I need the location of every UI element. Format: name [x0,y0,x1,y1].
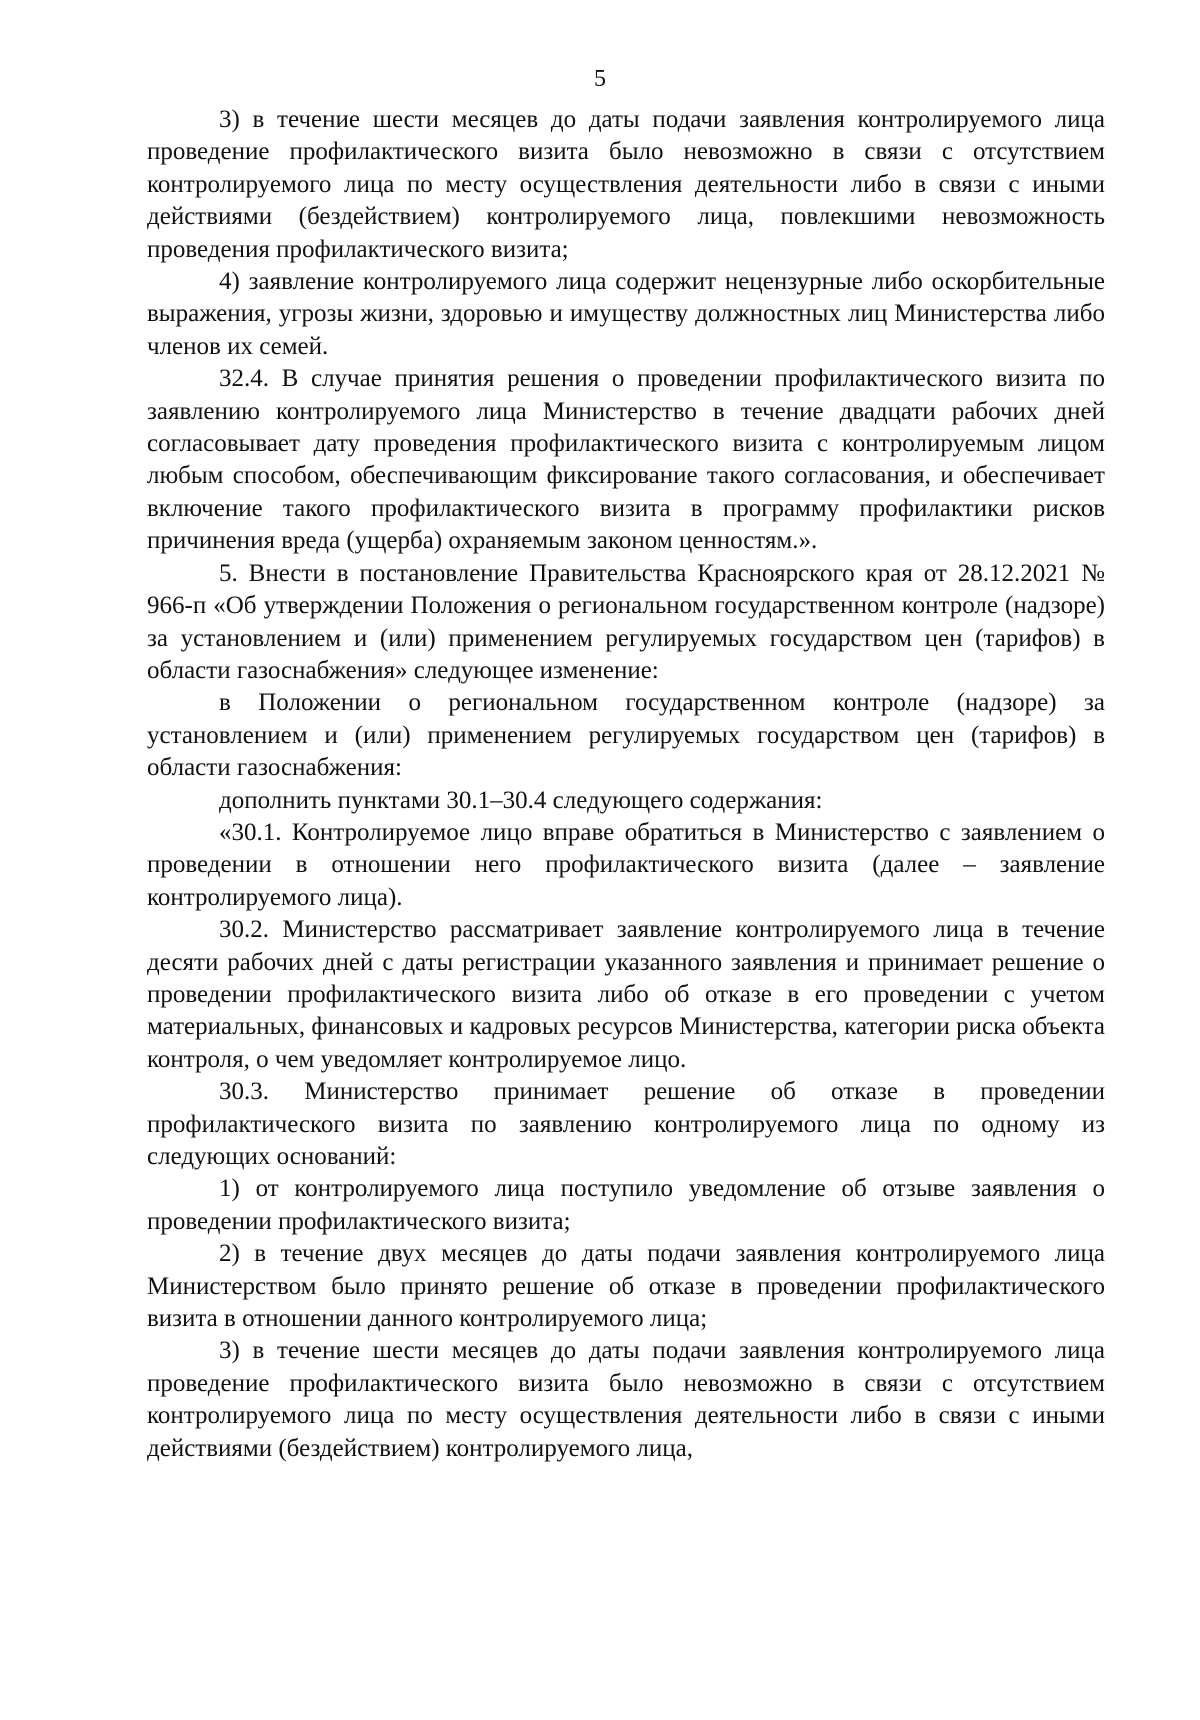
paragraph-section-5: 5. Внести в постановление Правительства Красноярского края от 28.12.2021 № 966-п «Об утверждении Положения о региональном государственном контроле (надзоре) за установлением и (или) применением регулируемых государством цен (тарифов) в области газоснабжения» следующее изменение: [147,559,1105,684]
document-body [147,104,1105,1465]
paragraph-add-points: дополнить пунктами 30.1–30.4 следующего содержания: [219,786,823,814]
page-number: 5 [594,66,606,92]
paragraph-item-4: 4) заявление контролируемого лица содержит нецензурные либо оскорбительные выражения, угрозы жизни, здоровью и имуществу должностных лиц Министерства либо членов их семей. [147,268,1105,360]
paragraph-30-3-item-1: 1) от контролируемого лица поступило уведомление об отзыве заявления о проведении профилактического визита; [147,1175,1105,1235]
paragraph-30-3-item-2: 2) в течение двух месяцев до даты подачи заявления контролируемого лица Министерством было принято решение об отказе в проведении профилактического визита в отношении данного контролируемого лица; [147,1240,1105,1333]
paragraph-30-3: 30.3. Министерство принимает решение об отказе в проведении профилактического визита по заявлению контролируемого лица по одному из следующих оснований: [147,1078,1105,1170]
paragraph-32-4: 32.4. В случае принятия решения о проведении профилактического визита по заявлению контролируемого лица Министерство в течение двадцати рабочих дней согласовывает дату проведения профилактического визита с контролируемым лицом любым способом, обеспечивающим фиксирование такого согласования, и обеспечивает включение такого профилактического визита в программу профилактики рисков причинения вреда (ущерба) охраняемым законом ценностям.». [147,365,1105,555]
paragraph-item-3-continued: 3) в течение шести месяцев до даты подачи заявления контролируемого лица проведение профилактического визита было невозможно в связи с отсутствием контролируемого лица по месту осуществления деятельности либо в связи с иными действиями (бездействием) контролируемого лица, повлекшими невозможность проведения профилактического визита; [147,106,1105,263]
paragraph-30-1: «30.1. Контролируемое лицо вправе обратиться в Министерство с заявлением о проведении в отношении него профилактического визита (далее – заявление контролируемого лица). [147,818,1105,911]
paragraph-regulation-change: в Положении о региональном государственном контроле (надзоре) за установлением и (или) применением регулируемых государством цен (тарифов) в области газоснабжения: [147,689,1105,782]
paragraph-30-3-item-3: 3) в течение шести месяцев до даты подачи заявления контролируемого лица проведение профилактического визита было невозможно в связи с отсутствием контролируемого лица по месту осуществления деятельности либо в связи с иными действиями (бездействием) контролируемого лица, [147,1337,1105,1462]
paragraph-30-2: 30.2. Министерство рассматривает заявление контролируемого лица в течение десяти рабочих дней с даты регистрации указанного заявления и принимает решение о проведении профилактического визита либо об отказе в его проведении с учетом материальных, финансовых и кадровых ресурсов Министерства, категории риска объекта контроля, о чем уведомляет контролируемое лицо. [147,916,1105,1073]
